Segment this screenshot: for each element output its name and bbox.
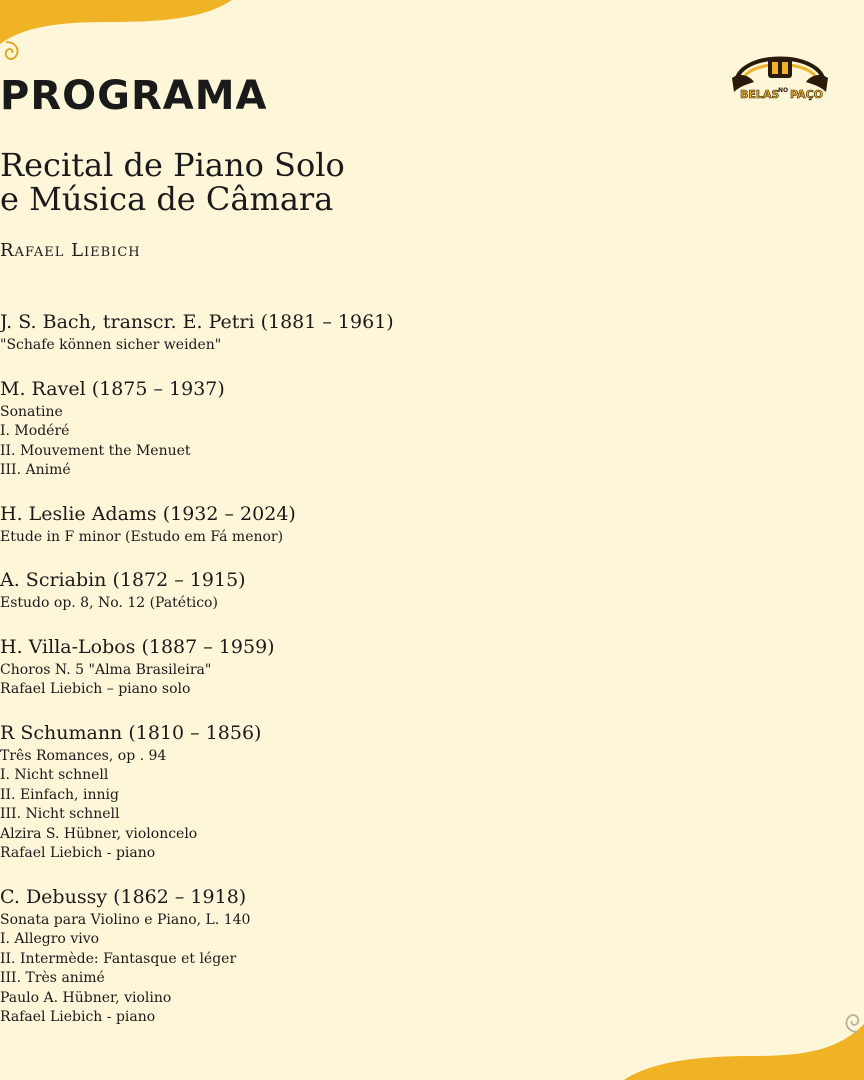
- piece-detail-line: Três Romances, op . 94: [0, 747, 167, 764]
- composer-name: A. Scriabin (1872 – 1915): [0, 569, 246, 591]
- piece-detail-line: I. Nicht schnell: [0, 767, 109, 783]
- program-piece: [0, 375, 864, 481]
- piece-detail-line: II. Einfach, innig: [0, 786, 119, 803]
- program-piece: [0, 633, 864, 700]
- piece-detail-line: Alzira S. Hübner, violoncelo: [0, 825, 198, 842]
- piece-detail-line: Rafael Liebich - piano: [0, 845, 156, 861]
- composer-name: H. Villa-Lobos (1887 – 1959): [0, 635, 275, 658]
- piece-detail-line: Rafael Liebich – piano solo: [0, 681, 191, 697]
- performer-name: Rafael Liebich: [0, 240, 141, 261]
- composer-name: R Schumann (1810 – 1856): [0, 721, 262, 744]
- svg-text:BELAS: BELAS: [740, 88, 780, 101]
- piece-detail-line: Choros N. 5 "Alma Brasileira": [0, 661, 212, 678]
- program-list: [0, 308, 864, 1047]
- swirl-ornament-top-left: [2, 38, 26, 66]
- svg-text:PAÇO: PAÇO: [790, 88, 823, 101]
- subtitle-line-1: Recital de Piano Solo: [0, 146, 345, 184]
- program-piece: [0, 719, 864, 864]
- piece-detail-line: I. Allegro vivo: [0, 931, 100, 947]
- piece-detail-line: II. Intermède: Fantasque et léger: [0, 950, 237, 967]
- piece-detail-line: Rafael Liebich - piano: [0, 1009, 156, 1025]
- piece-detail-line: Paulo A. Hübner, violino: [0, 989, 172, 1006]
- piece-detail-line: I. Modéré: [0, 423, 70, 439]
- piece-detail-line: II. Mouvement the Menuet: [0, 442, 191, 459]
- composer-name: H. Leslie Adams (1932 – 2024): [0, 502, 296, 525]
- svg-text:NO: NO: [778, 87, 789, 94]
- program-piece: [0, 566, 864, 614]
- piece-detail-line: Estudo op. 8, No. 12 (Patético): [0, 595, 218, 611]
- piece-detail-line: III. Animé: [0, 462, 71, 478]
- recital-subtitle: [0, 148, 864, 216]
- composer-name: M. Ravel (1875 – 1937): [0, 377, 225, 400]
- composer-name: J. S. Bach, transcr. E. Petri (1881 – 1961): [0, 311, 394, 333]
- program-piece: [0, 883, 864, 1028]
- piece-detail-line: Etude in F minor (Estudo em Fá menor): [0, 528, 284, 545]
- piece-detail-line: "Schafe können sicher weiden": [0, 337, 222, 353]
- piece-detail-line: III. Nicht schnell: [0, 806, 120, 822]
- piece-detail-line: III. Très animé: [0, 970, 105, 986]
- piece-detail-line: Sonatine: [0, 403, 63, 420]
- composer-name: C. Debussy (1862 – 1918): [0, 885, 247, 908]
- program-piece: [0, 308, 864, 356]
- program-piece: [0, 500, 864, 548]
- subtitle-line-2: e Música de Câmara: [0, 180, 334, 218]
- corner-wave-top-left: [0, 0, 240, 60]
- piece-detail-line: Sonata para Violino e Piano, L. 140: [0, 911, 251, 928]
- page-title: PROGRAMA: [0, 73, 268, 119]
